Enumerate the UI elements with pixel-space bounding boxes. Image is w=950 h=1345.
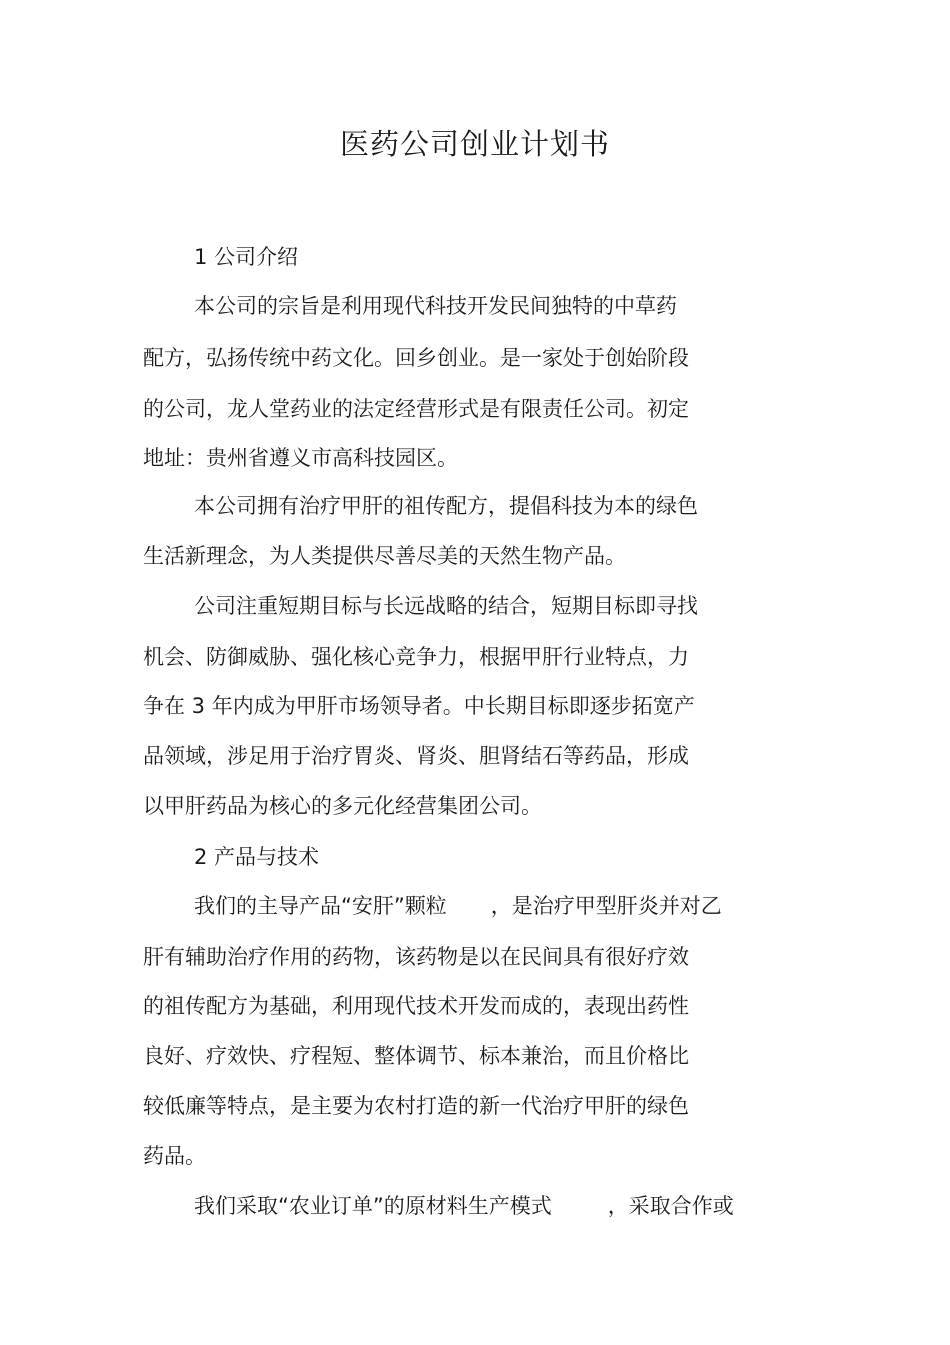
- section-heading-company-intro: 1 公司介绍: [194, 245, 299, 269]
- paragraph-line: 公司注重短期目标与长远战略的结合，短期目标即寻找: [194, 594, 698, 618]
- paragraph-line: 肝有辅助治疗作用的药物，该药物是以在民间具有很好疗效: [143, 945, 689, 969]
- paragraph-fragment: 我们采取“农业订单”的原材料生产模式: [194, 1194, 552, 1218]
- paragraph-line: 良好、疗效快、疗程短、整体调节、标本兼治，而且价格比: [143, 1044, 689, 1068]
- paragraph-line: 较低廉等特点，是主要为农村打造的新一代治疗甲肝的绿色: [143, 1094, 689, 1118]
- paragraph-line: 的祖传配方为基础，利用现代技术开发而成的，表现出药性: [143, 994, 689, 1018]
- paragraph-line: 地址：贵州省遵义市高科技园区。: [143, 446, 458, 470]
- paragraph-fragment: 我们的主导产品“安肝”颗粒: [194, 894, 447, 918]
- paragraph-fragment: ，采取合作或: [607, 1194, 734, 1218]
- paragraph-line: 本公司的宗旨是利用现代科技开发民间独特的中草药: [194, 294, 677, 318]
- paragraph-line: [194, 1191, 734, 1221]
- paragraph-line: 本公司拥有治疗甲肝的祖传配方，提倡科技为本的绿色: [194, 494, 698, 518]
- paragraph-line: [194, 891, 722, 921]
- paragraph-line: 品领域，涉足用于治疗胃炎、肾炎、胆肾结石等药品，形成: [143, 744, 689, 768]
- paragraph-line: 的公司，龙人堂药业的法定经营形式是有限责任公司。初定: [143, 397, 689, 421]
- paragraph-line: 配方，弘扬传统中药文化。回乡创业。是一家处于创始阶段: [143, 346, 689, 370]
- section-heading-product-technology: 2 产品与技术: [194, 845, 320, 869]
- paragraph-fragment: ，是治疗甲型肝炎并对乙: [490, 894, 722, 918]
- paragraph-line: 生活新理念，为人类提供尽善尽美的天然生物产品。: [143, 544, 626, 568]
- paragraph-line: 机会、防御威胁、强化核心竞争力，根据甲肝行业特点，力: [143, 645, 689, 669]
- document-title: 医药公司创业计划书: [339, 127, 610, 161]
- paragraph-line: 药品。: [143, 1144, 206, 1168]
- paragraph-line: 以甲肝药品为核心的多元化经营集团公司。: [143, 794, 542, 818]
- paragraph-line: 争在 3 年内成为甲肝市场领导者。中长期目标即逐步拓宽产: [143, 694, 695, 718]
